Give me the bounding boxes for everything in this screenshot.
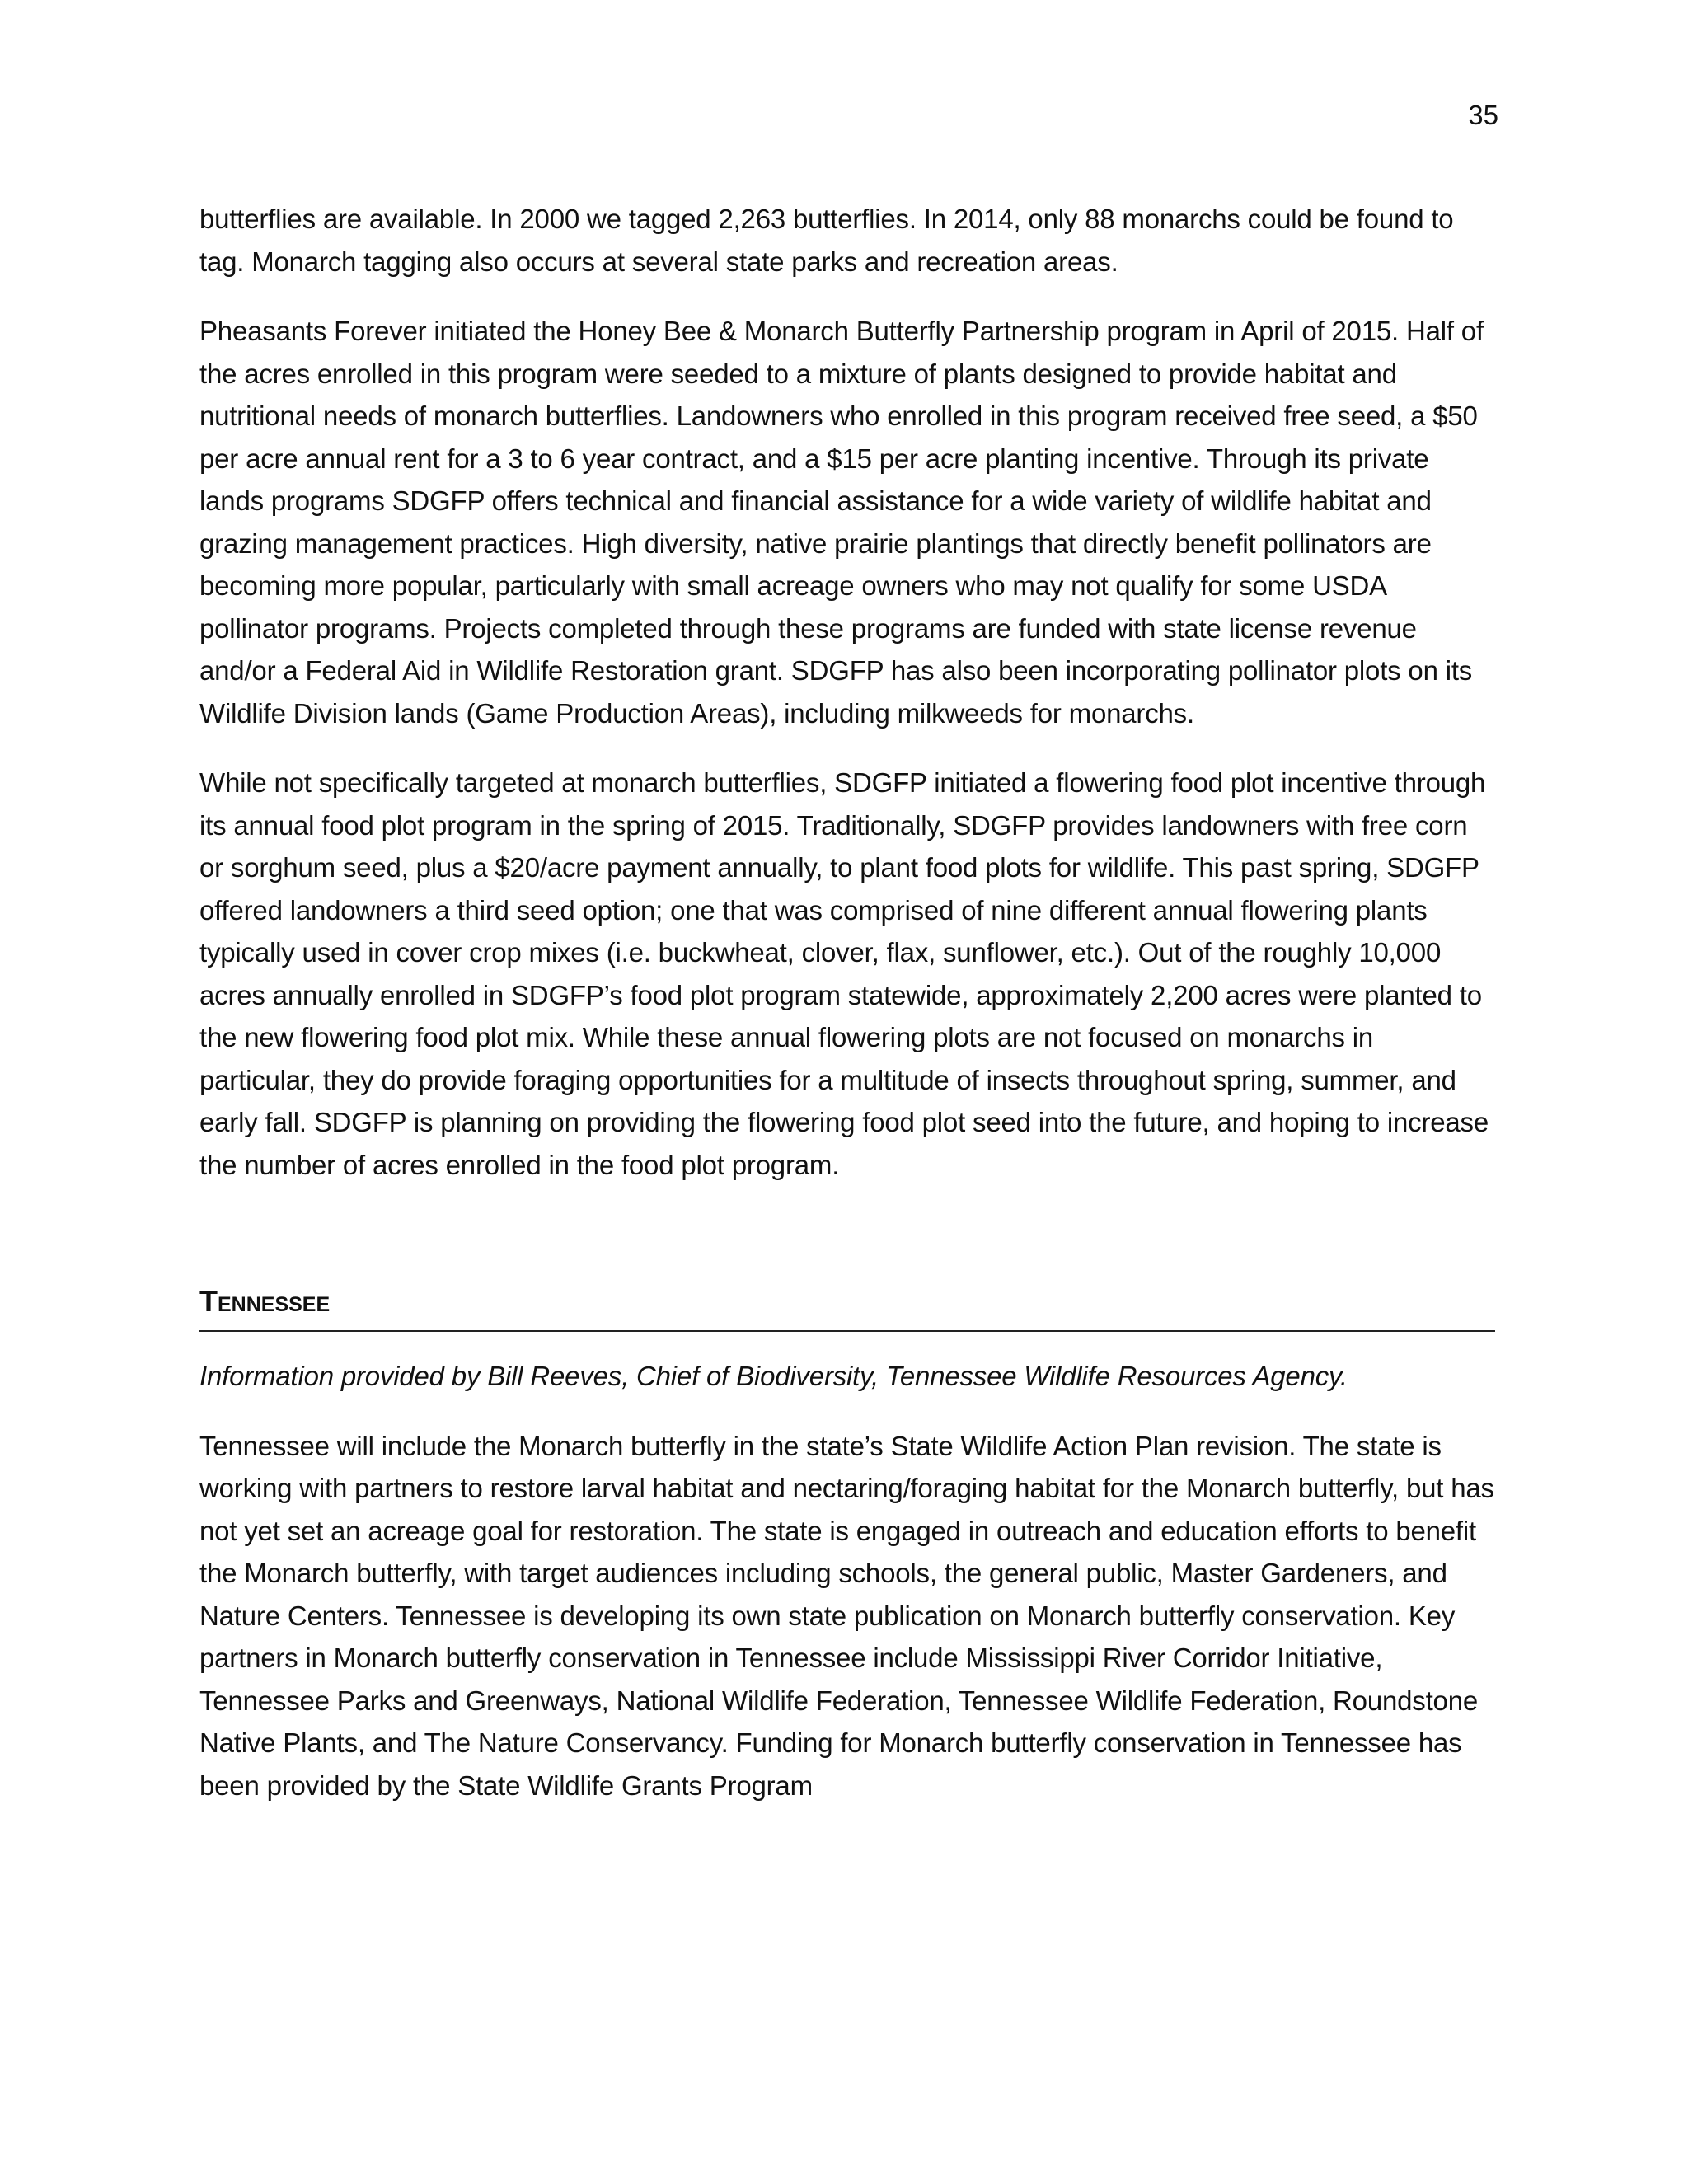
section-tennessee xyxy=(199,1283,1495,1807)
paragraph-monarch-tagging: butterflies are available. In 2000 we tagged 2,263 butterflies. In 2014, only 88 monarchs could be found to tag. Monarch tagging also occurs at several state parks and recreation areas. xyxy=(199,204,1454,277)
source-credit: Information provided by Bill Reeves, Chief of Biodiversity, Tennessee Wildlife Resources Agency. xyxy=(199,1361,1348,1392)
page-content xyxy=(199,198,1495,1834)
page-number: 35 xyxy=(1468,100,1498,130)
paragraph-pheasants-forever: Pheasants Forever initiated the Honey Bee & Monarch Butterfly Partnership program in April of 2015. Half of the acres enrolled in this program were seeded to a mixture of plants designed to provide habitat and nutritional needs of monarch butterflies. Landowners who enrolled in this program received free seed, a $50 per acre annual rent for a 3 to 6 year contract, and a $15 per acre planting incentive. Through its private lands programs SDGFP offers technical and financial assistance for a wide variety of wildlife habitat and grazing management practices. High diversity, native prairie plantings that directly benefit pollinators are becoming more popular, particularly with small acreage owners who may not qualify for some USDA pollinator programs. Projects completed through these programs are funded with state license revenue and/or a Federal Aid in Wildlife Restoration grant. SDGFP has also been incorporating pollinator plots on its Wildlife Division lands (Game Production Areas), including milkweeds for monarchs. xyxy=(199,316,1484,729)
paragraph-tennessee-body: Tennessee will include the Monarch butterfly in the state’s State Wildlife Action Plan revision. The state is working with partners to restore larval habitat and nectaring/foraging habitat for the Monarch butterfly, but has not yet set an acreage goal for restoration. The state is engaged in outreach and education efforts to benefit the Monarch butterfly, with target audiences including schools, the general public, Master Gardeners, and Nature Centers. Tennessee is developing its own state publication on Monarch butterfly conservation. Key partners in Monarch butterfly conservation in Tennessee include Mississippi River Corridor Initiative, Tennessee Parks and Greenways, National Wildlife Federation, Tennessee Wildlife Federation, Roundstone Native Plants, and The Nature Conservancy. Funding for Monarch butterfly conservation in Tennessee has been provided by the State Wildlife Grants Program xyxy=(199,1430,1494,1801)
section-heading: Tennessee xyxy=(199,1283,1495,1332)
paragraph-food-plot-program: While not specifically targeted at monarch butterflies, SDGFP initiated a flowering food plot incentive through its annual food plot program in the spring of 2015. Traditionally, SDGFP provides landowners with free corn or sorghum seed, plus a $20/acre payment annually, to plant food plots for wildlife. This past spring, SDGFP offered landowners a third seed option; one that was comprised of nine different annual flowering plants typically used in cover crop mixes (i.e. buckwheat, clover, flax, sunflower, etc.). Out of the roughly 10,000 acres annually enrolled in SDGFP’s food plot program statewide, approximately 2,200 acres were planted to the new flowering food plot mix. While these annual flowering plots are not focused on monarchs in particular, they do provide foraging opportunities for a multitude of insects throughout spring, summer, and early fall. SDGFP is planning on providing the flowering food plot seed into the future, and hoping to increase the number of acres enrolled in the food plot program. xyxy=(199,767,1489,1180)
